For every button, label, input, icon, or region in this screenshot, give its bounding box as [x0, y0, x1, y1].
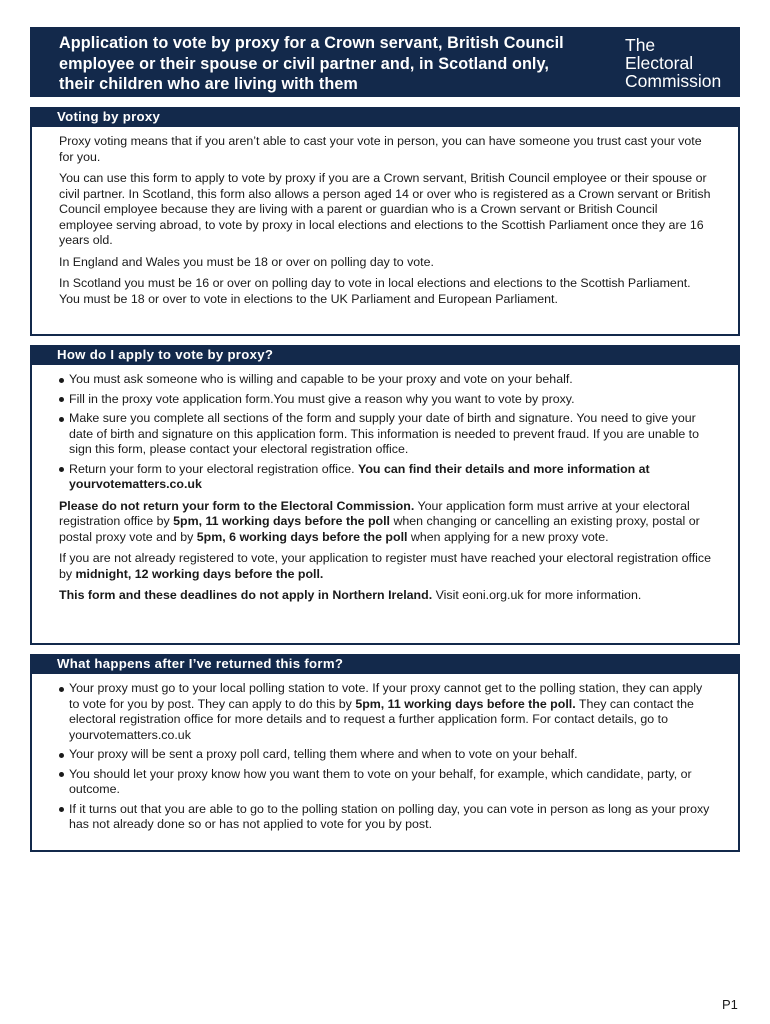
list-item [59, 462, 712, 493]
text: Your application form must arrive at your electoral registration office by [59, 498, 690, 528]
section-body [32, 674, 738, 847]
section-heading: Voting by proxy [30, 107, 740, 127]
bullet-list [59, 372, 712, 493]
logo-line-1: The [625, 35, 656, 55]
text: If you are not already registered to vote, your application to register must have reached your electoral registration office by [59, 551, 712, 581]
paragraph [59, 588, 712, 604]
list-item: Fill in the proxy vote application form.You must give a reason why you want to vote by proxy. [59, 392, 712, 408]
bold-text: Please do not return your form to the Electoral Commission. [59, 498, 415, 513]
list-item: You must ask someone who is willing and capable to be your proxy and vote on your behalf. [59, 372, 712, 388]
bold-text: 5pm, 11 working days before the poll [173, 514, 390, 528]
voting-by-proxy-section [30, 107, 740, 336]
list-item-bold-text: You can find their details and more information at yourvotematters.co.uk [69, 461, 650, 491]
list-item-text: They can contact the electoral registration office for more details and to request a further application form. For contact details, go to yourvotematters.co.uk [69, 696, 694, 742]
section-body [32, 365, 738, 618]
paragraph [59, 499, 712, 546]
text: when applying for a new proxy vote. [407, 529, 609, 544]
page-number: P1 [722, 997, 738, 1012]
list-item-bold-text: 5pm, 11 working days before the poll. [355, 696, 576, 711]
bold-text: 5pm, 6 working days before the poll [196, 529, 408, 544]
list-item: If it turns out that you are able to go to the polling station on polling day, you can vote in person as long as your proxy has not already done so or has not applied to vote for you by post. [59, 802, 712, 833]
paragraph: Proxy voting means that if you aren’t able to cast your vote in person, you can have someone you trust cast your vote for you. [59, 134, 702, 164]
list-item [59, 681, 712, 743]
text: when changing or cancelling an existing proxy, postal or postal proxy vote and by [59, 514, 700, 544]
paragraph: In Scotland you must be 16 or over on polling day to vote in local elections and elections to the Scottish Parliament. You must be 18 or over to vote in elections to the UK Parliament and European Parliament. [59, 276, 691, 306]
logo-line-3: Commission [625, 71, 722, 91]
paragraph [59, 551, 712, 582]
electoral-commission-logo [625, 36, 737, 90]
logo-line-2: Electoral [625, 53, 694, 73]
form-title: Application to vote by proxy for a Crown servant, British Council employee or their spouse or civil partner and, in Scotland only, their children who are living with them [59, 34, 564, 93]
bold-text: midnight, 12 working days before the poll. [75, 566, 324, 581]
after-returning-form-section [30, 654, 740, 852]
bold-text: This form and these deadlines do not apply in Northern Ireland. [59, 588, 433, 602]
paragraph: In England and Wales you must be 18 or over on polling day to vote. [59, 254, 434, 269]
form-header [30, 27, 740, 97]
section-body [32, 127, 738, 321]
list-item: Make sure you complete all sections of the form and supply your date of birth and signature. You need to give your date of birth and signature on this application form. This information is needed to prevent fraud. If you are unable to sign this form, please contact your electoral registration office. [59, 411, 712, 458]
list-item: Your proxy will be sent a proxy poll card, telling them where and when to vote on your behalf. [59, 747, 712, 763]
list-item-text: Your proxy must go to your local polling station to vote. If your proxy cannot get to the polling station, they can apply to vote for you by post. They can apply to do this by [69, 681, 703, 711]
section-heading: What happens after I’ve returned this form? [30, 654, 740, 674]
paragraph: You can use this form to apply to vote by proxy if you are a Crown servant, British Council employee or their spouse or civil partner. In Scotland, this form also allows a person aged 14 or over who is registered as a Crown servant or British Council employee because they are living with a parent or guardian who is a Crown servant or British Council employee serving abroad, to vote by proxy in local elections and elections to the Scottish Parliament once they are 16 years old. [59, 171, 711, 247]
section-heading: How do I apply to vote by proxy? [30, 345, 740, 365]
bullet-list [59, 681, 712, 833]
list-item: You should let your proxy know how you want them to vote on your behalf, for example, which candidate, party, or outcome. [59, 767, 712, 798]
text: Visit eoni.org.uk for more information. [432, 588, 642, 602]
list-item-text: Return your form to your electoral registration office. [69, 461, 359, 476]
how-to-apply-section [30, 345, 740, 645]
